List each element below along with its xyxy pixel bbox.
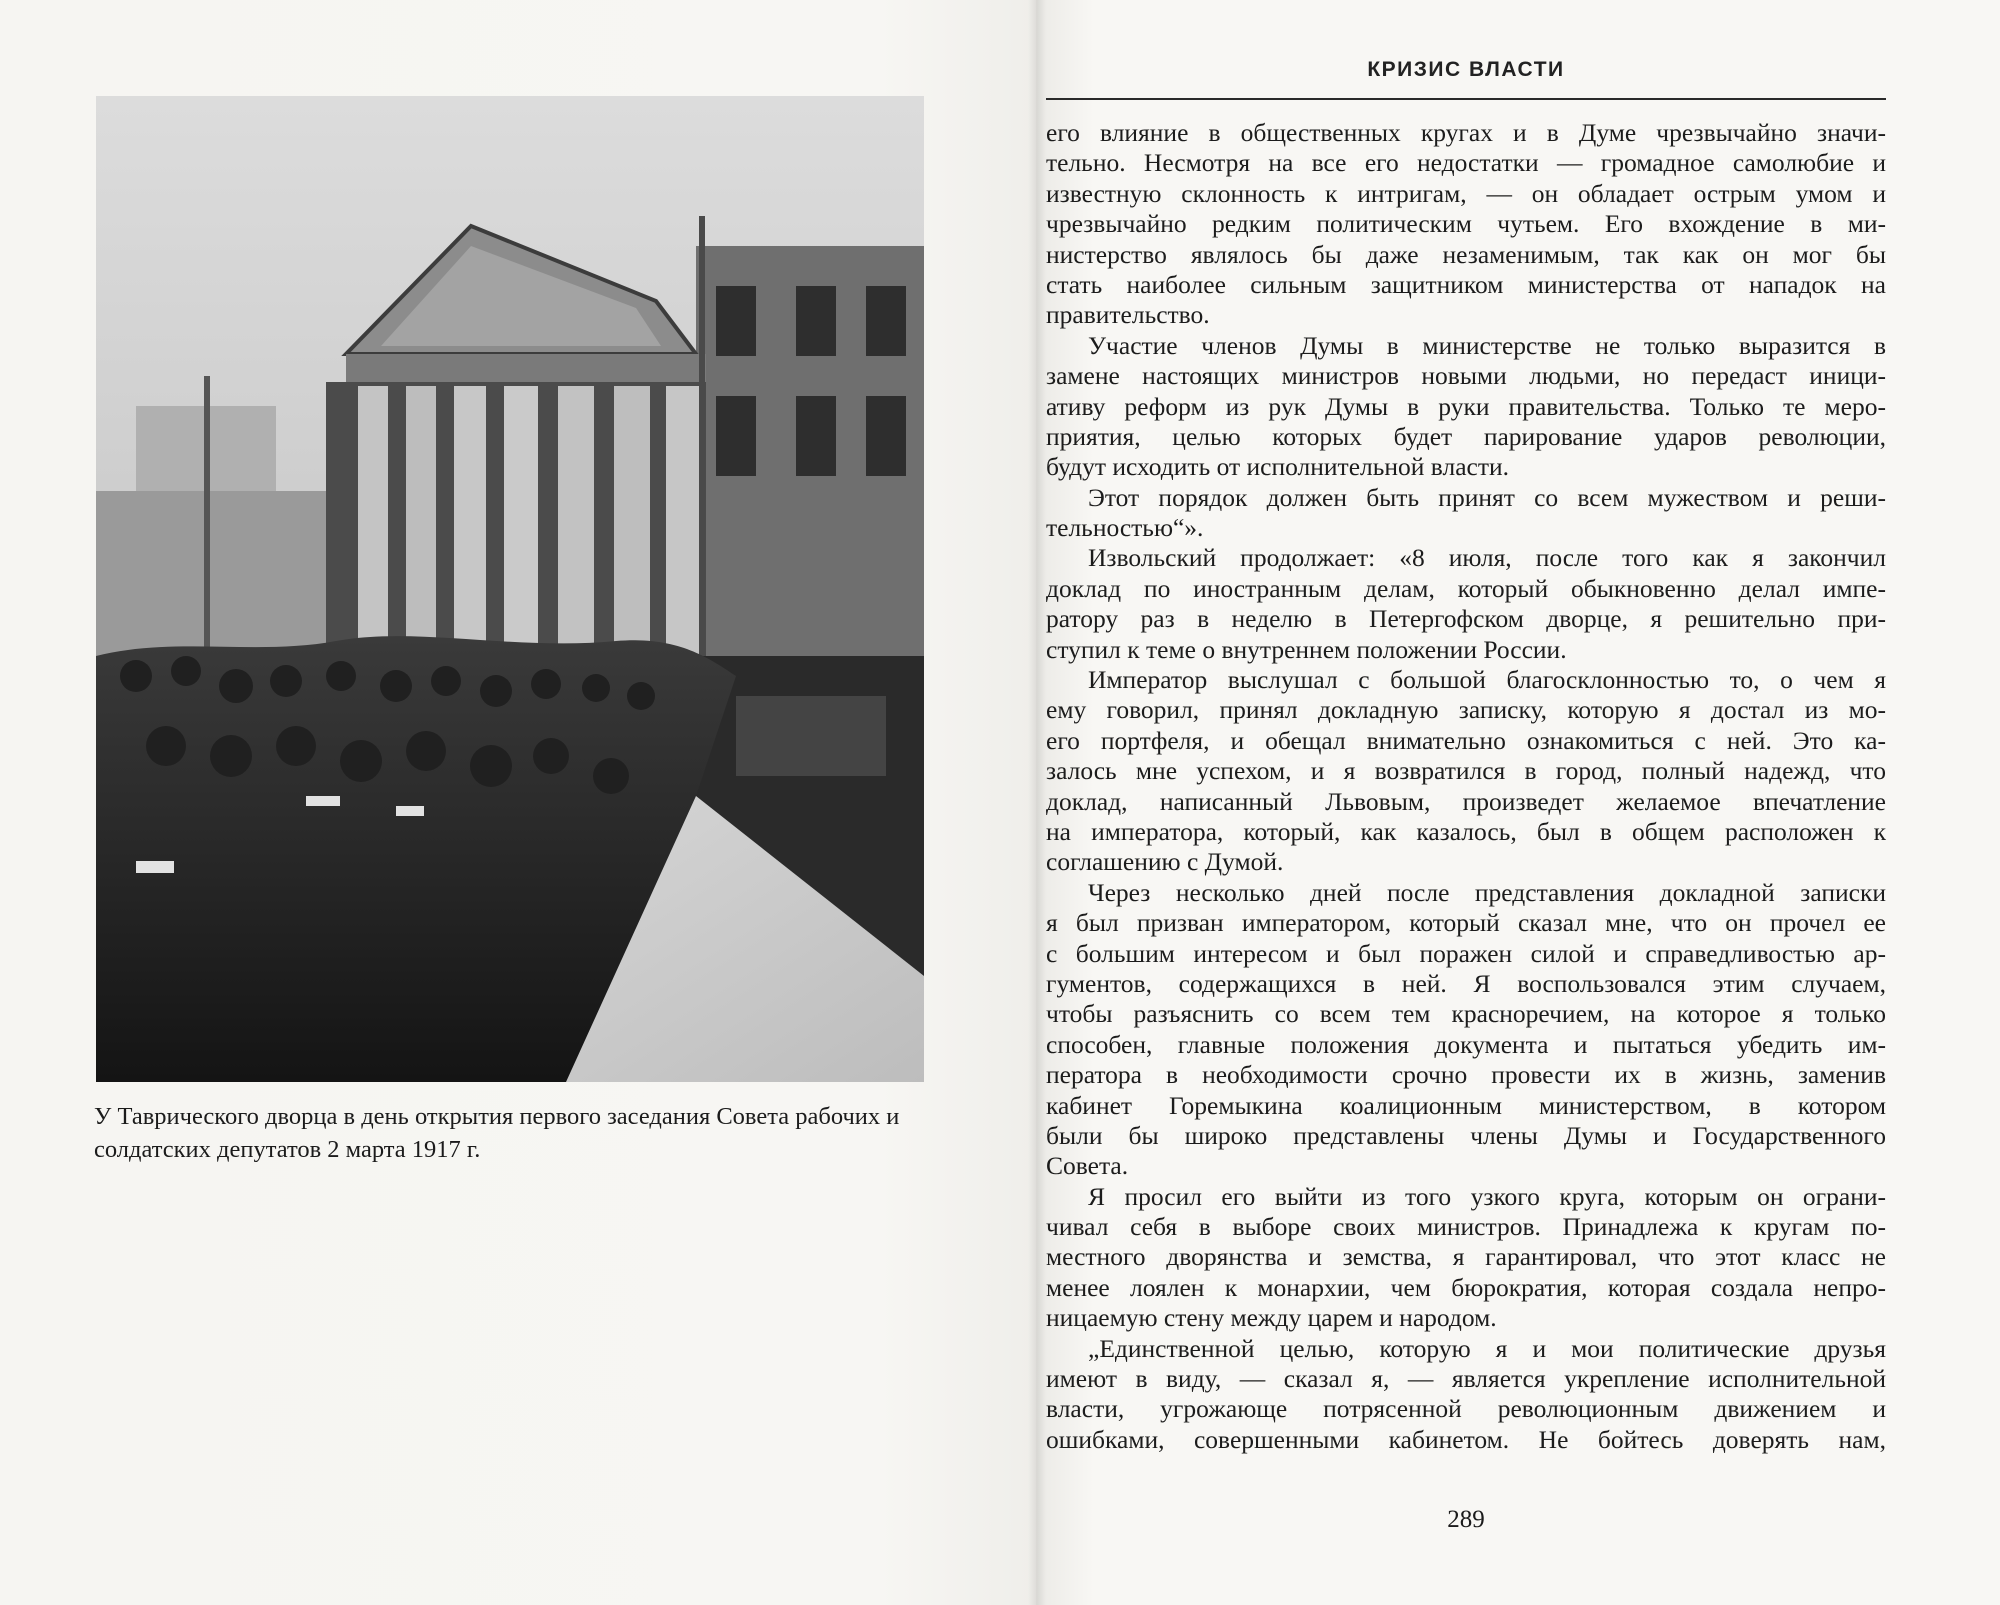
text-line: на императора, который, как казалось, был в общем расположен к — [1046, 816, 1886, 846]
photo-caption — [94, 1100, 934, 1166]
text-line: Участие членов Думы в министерстве не только выразится в — [1088, 330, 1886, 360]
text-line: местного дворянства и земства, я гарантировал, что этот класс не — [1046, 1242, 1886, 1272]
text-line: доклад, написанный Львовым, произведет желаемое впечатление — [1046, 786, 1886, 816]
text-line: приятия, целью которых будет парирование ударов революции, — [1046, 421, 1886, 451]
text-line: ативу реформ из рук Думы в руки правительства. Только те меро- — [1046, 391, 1886, 421]
text-line: ператора в необходимости срочно провести их в жизнь, заменив — [1046, 1060, 1886, 1090]
text-line: ратору раз в неделю в Петергофском дворце, я решительно при- — [1046, 604, 1886, 634]
body-text — [1046, 118, 1886, 1455]
text-line: власти, угрожающе потрясенной революционным движением и — [1046, 1394, 1886, 1424]
text-line: правительство. — [1046, 300, 1210, 330]
book-gutter — [1028, 0, 1046, 1605]
text-line: чтобы разъяснить со всем тем красноречием, на которое я только — [1046, 999, 1886, 1029]
text-line: залось мне успехом, и я возвратился в город, полный надежд, что — [1046, 756, 1886, 786]
caption-line: У Таврического дворца в день открытия первого заседания Совета рабочих и — [94, 1103, 900, 1130]
text-line: известную склонность к интригам, — он обладает острым умом и — [1046, 178, 1886, 208]
photo-taurida-palace — [96, 96, 924, 1082]
text-line: ему говорил, принял докладную записку, которую я достал из мо- — [1046, 695, 1886, 725]
text-line: тельно. Несмотря на все его недостатки — громадное самолюбие и — [1046, 148, 1886, 178]
text-line: доклад по иностранным делам, который обыкновенно делал импе- — [1046, 573, 1886, 603]
text-line: замене настоящих министров новыми людьми, но передаст иници- — [1046, 361, 1886, 391]
text-line: гументов, содержащихся в ней. Я воспользовался этим случаем, — [1046, 968, 1886, 998]
header-rule — [1046, 98, 1886, 100]
text-line: нистерство являлось бы даже незаменимым, так как он мог бы — [1046, 239, 1886, 269]
text-line: соглашению с Думой. — [1046, 847, 1284, 877]
caption-line: солдатских депутатов 2 марта 1917 г. — [94, 1136, 481, 1163]
text-line: ступил к теме о внутреннем положении России. — [1046, 634, 1567, 664]
text-line: ницаемую стену между царем и народом. — [1046, 1303, 1497, 1333]
text-line: ошибками, совершенными кабинетом. Не бойтесь доверять нам, — [1046, 1424, 1886, 1454]
text-line: его портфеля, и обещал внимательно ознакомиться с ней. Это ка- — [1046, 725, 1886, 755]
running-head: КРИЗИС ВЛАСТИ — [1367, 58, 1565, 81]
text-line: стать наиболее сильным защитником министерства от нападок на — [1046, 269, 1886, 299]
text-line: способен, главные положения документа и пытаться убедить им- — [1046, 1029, 1886, 1059]
text-line: чивал себя в выборе своих министров. Принадлежа к кругам по- — [1046, 1212, 1886, 1242]
text-line: кабинет Горемыкина коалиционным министерством, в котором — [1046, 1090, 1886, 1120]
text-line: „Единственной целью, которую я и мои политические друзья — [1088, 1333, 1886, 1363]
text-line: Совета. — [1046, 1151, 1129, 1181]
text-line: я был призван императором, который сказал мне, что он прочел ее — [1046, 908, 1886, 938]
text-line: чрезвычайно редким политическим чутьем. Его вхождение в ми- — [1046, 209, 1886, 239]
text-line: Император выслушал с большой благосклонностью то, о чем я — [1088, 665, 1886, 695]
text-line: Извольский продолжает: «8 июля, после того как я закончил — [1088, 543, 1886, 573]
text-line: Я просил его выйти из того узкого круга, которым он ограни- — [1088, 1181, 1886, 1211]
text-line: имеют в виду, — сказал я, — является укрепление исполнительной — [1046, 1364, 1886, 1394]
text-line: Через несколько дней после представления докладной записки — [1088, 877, 1886, 907]
text-line: с большим интересом и был поражен силой и справедливостью ар- — [1046, 938, 1886, 968]
text-line: будут исходить от исполнительной власти. — [1046, 452, 1510, 482]
text-line: тельностью“». — [1046, 513, 1204, 543]
text-line: менее лоялен к монархии, чем бюрократия, которая создала непро- — [1046, 1272, 1886, 1302]
text-line: были бы широко представлены члены Думы и Государственного — [1046, 1120, 1886, 1150]
text-line: его влияние в общественных кругах и в Думе чрезвычайно значи- — [1046, 118, 1886, 147]
text-line: Этот порядок должен быть принят со всем мужеством и реши- — [1088, 482, 1886, 512]
page-number: 289 — [1447, 1506, 1485, 1533]
